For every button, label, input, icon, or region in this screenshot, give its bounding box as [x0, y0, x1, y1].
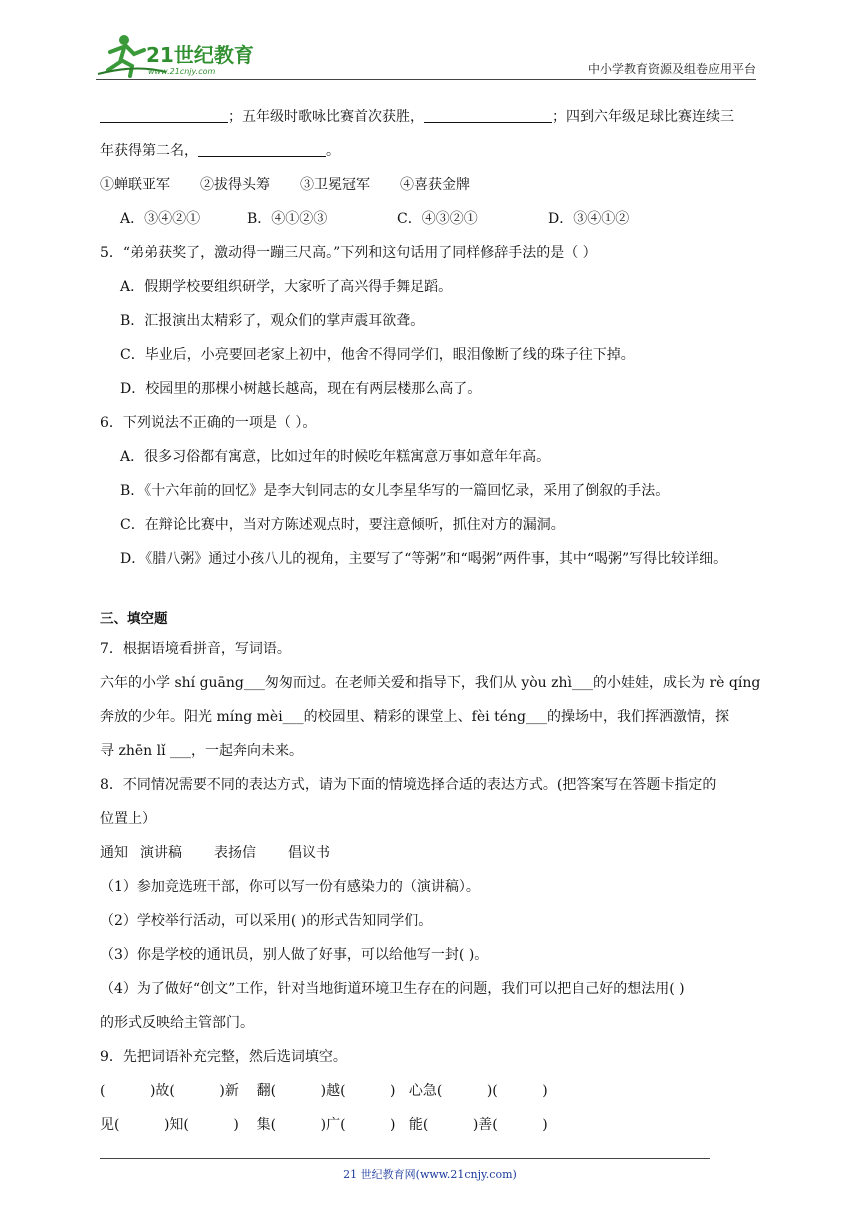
q8-stem-1: 8．不同情况需要不同的表达方式，请为下面的情境选择合适的表达方式。(把答案写在答题卡指定的 [100, 777, 717, 793]
choice-commendation: 表扬信 [214, 845, 256, 861]
q5-option-c[interactable]: C．毕业后，小亮要回老家上初中，他舍不得同学们，眼泪像断了线的珠子往下掉。 [120, 347, 635, 363]
footer-text: 21 世纪教育网(www.21cnjy.com) [343, 1168, 517, 1181]
platform-name: 中小学教育资源及组卷应用平台 [587, 62, 756, 76]
q4-option-b[interactable]: B．④①②③ [247, 211, 328, 227]
q4-line-1: ；五年级时歌咏比赛首次获胜， ；四到六年级足球比赛连续三 [100, 100, 765, 134]
q5-option-a[interactable]: A．假期学校要组织研学，大家听了高兴得手舞足蹈。 [120, 279, 453, 295]
q8-item-2: （2）学校举行活动，可以采用( )的形式告知同学们。 [100, 913, 433, 929]
q4-items: ①蝉联亚军 ②拔得头筹 ③卫冕冠军 ④喜获金牌 [100, 177, 470, 193]
q7-stem: 7．根据语境看拼音，写词语。 [100, 641, 291, 657]
q4-option-c[interactable]: C．④③②① [397, 211, 478, 227]
header-divider [96, 79, 756, 80]
footer-divider [100, 1158, 710, 1159]
q6-option-b[interactable]: B．《十六年前的回忆》是李大钊同志的女儿李星华写的一篇回忆录，采用了倒叙的手法。 [120, 483, 670, 499]
site-logo [96, 30, 266, 80]
q5-option-b[interactable]: B．汇报演出太精彩了，观众们的掌声震耳欲聋。 [120, 313, 425, 329]
q4-option-d[interactable]: D．③④①② [548, 211, 630, 227]
q6-stem: 6．下列说法不正确的一项是（ ）。 [100, 415, 317, 431]
q8-choices [100, 836, 765, 870]
document-body [100, 100, 765, 1142]
q7-line-2: 奔放的少年。阳光 míng mèi___的校园里、精彩的课堂上、fèi téng___的操场中，我们挥洒激情，探 [100, 709, 729, 725]
logo-url: www.21cnjy.com [148, 67, 216, 76]
answer-blank[interactable] [100, 108, 228, 123]
q6-option-d[interactable]: D．《腊八粥》通过小孩八儿的视角，主要写了“等粥”和“喝粥”两件事，其中“喝粥”写得比较详细。 [120, 551, 728, 567]
q4-line-2: 年获得第二名， 。 [100, 143, 340, 159]
q4-option-a[interactable]: A．③④②① [120, 211, 201, 227]
logo-text: 21世纪教育 [146, 43, 254, 67]
q7-line-3: 寻 zhēn lǐ ___，一起奔向未来。 [100, 743, 303, 759]
q6-option-c[interactable]: C．在辩论比赛中，当对方陈述观点时，要注意倾听，抓住对方的漏洞。 [120, 517, 565, 533]
section-title: 三、填空题 [100, 611, 168, 627]
choice-speech: 演讲稿 [140, 845, 182, 861]
q8-stem-2: 位置上） [100, 811, 156, 827]
q5-option-d[interactable]: D．校园里的那棵小树越长越高，现在有两层楼那么高了。 [120, 381, 482, 397]
answer-blank[interactable] [424, 108, 552, 123]
q4-options [100, 202, 765, 236]
q9-row-2: 见( )知( ) 集( )广( ) 能( )善( ) [100, 1117, 548, 1133]
answer-blank[interactable] [198, 142, 326, 157]
q8-item-1: （1）参加竞选班干部，你可以写一份有感染力的（演讲稿）。 [100, 879, 480, 895]
q7-line-1: 六年的小学 shí guāng___匆匆而过。在老师关爱和指导下，我们从 yòu zhì___的小娃娃，成长为 rè qíng [100, 675, 761, 691]
q9-stem: 9．先把词语补充完整，然后选词填空。 [100, 1049, 347, 1065]
q8-item-4: （4）为了做好“创文”工作，针对当地街道环境卫生存在的问题，我们可以把自己好的想法用( ) [100, 981, 685, 997]
choice-notice: 通知 [100, 845, 128, 861]
q8-item-3: （3）你是学校的通讯员，别人做了好事，可以给他写一封( )。 [100, 947, 489, 963]
q9-row-1: ( )故( )新 翻( )越( ) 心急( )( ) [100, 1083, 548, 1099]
q5-stem: 5．“弟弟获奖了，激动得一蹦三尺高。”下列和这句话用了同样修辞手法的是（ ） [100, 245, 597, 261]
q6-option-a[interactable]: A．很多习俗都有寓意，比如过年的时候吃年糕寓意万事如意年年高。 [120, 449, 551, 465]
choice-proposal: 倡议书 [288, 845, 330, 861]
q8-item-4-cont: 的形式反映给主管部门。 [100, 1015, 254, 1031]
